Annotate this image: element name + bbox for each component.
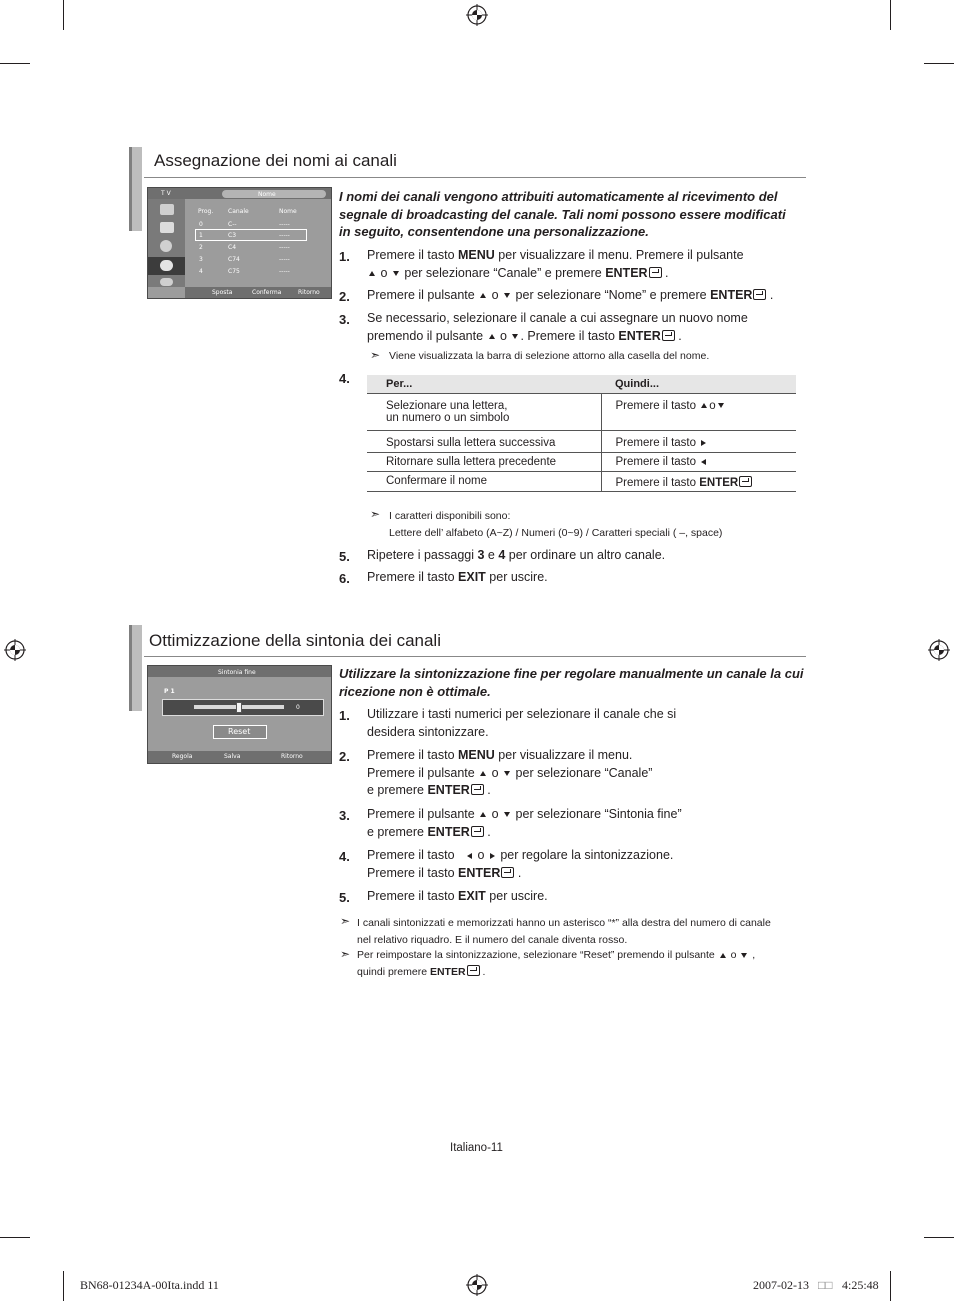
footer-date: 2007-02-13 (753, 1278, 809, 1292)
osd-tv-label: T V (161, 190, 171, 197)
osd-col-prog: Prog. (198, 208, 214, 215)
enter-icon (649, 267, 662, 278)
down-arrow-icon (393, 271, 399, 276)
table-header: Quindi... (601, 375, 796, 394)
note-arrow-icon: ➣ (370, 348, 381, 362)
step-text: Premere il tasto EXIT per uscire. (367, 889, 548, 903)
osd-row-nome: ----- (279, 256, 290, 263)
note-text: I caratteri disponibili sono: (389, 510, 511, 522)
down-arrow-icon (504, 812, 510, 817)
step-number: 4. (339, 849, 350, 864)
registration-mark-icon (928, 639, 950, 661)
up-arrow-icon (480, 812, 486, 817)
section-marker (129, 625, 142, 711)
table-row: Ritornare sulla lettera precedente Premere il tasto (367, 453, 796, 472)
registration-mark-icon (466, 4, 488, 26)
osd-fine-tune-screen (147, 665, 332, 764)
osd-header: Sintonia fine (218, 669, 256, 676)
osd-slider-thumb (236, 702, 242, 713)
osd-row-prog: 2 (199, 244, 203, 251)
crop-mark (924, 1237, 954, 1238)
step-number: 2. (339, 289, 350, 304)
left-arrow-icon (701, 459, 706, 465)
enter-icon (662, 330, 675, 341)
down-arrow-icon (741, 953, 747, 958)
step-number: 3. (339, 808, 350, 823)
note-text: Lettere dell’ alfabeto (A~Z) / Numeri (0~9) / Caratteri speciali ( –, space) (389, 527, 723, 539)
step-number: 1. (339, 249, 350, 264)
section-rule (144, 177, 806, 178)
step-number: 6. (339, 571, 350, 586)
enter-icon (471, 784, 484, 795)
osd-name-screen (147, 187, 332, 299)
up-arrow-icon (480, 293, 486, 298)
page-number: Italiano-11 (450, 1142, 503, 1154)
footer-time: 4:25:48 (842, 1278, 879, 1292)
footer-file: BN68-01234A-00Ita.indd 11 (80, 1278, 219, 1292)
osd-row-canale: C-- (228, 221, 237, 228)
enter-icon (753, 289, 766, 300)
section-marker (129, 147, 142, 231)
note-arrow-icon: ➣ (340, 914, 351, 928)
left-arrow-icon (467, 853, 472, 859)
osd-row-canale: C4 (228, 244, 237, 251)
section-title: Ottimizzazione della sintonia dei canali (149, 631, 441, 650)
table-row: Selezionare una lettera, un numero o un simbolo Premere il tasto o (367, 394, 796, 431)
up-arrow-icon (489, 334, 495, 339)
action-table (367, 375, 796, 492)
osd-footer-move: Sposta (212, 289, 233, 296)
note-text: Viene visualizzata la barra di selezione attorno alla casella del nome. (389, 350, 710, 362)
step-text: Premere il tasto EXIT per uscire. (367, 570, 548, 584)
down-arrow-icon (512, 334, 518, 339)
section-title: Assegnazione dei nomi ai canali (154, 151, 397, 170)
up-arrow-icon (701, 403, 707, 408)
osd-col-canale: Canale (228, 208, 249, 215)
osd-row-nome: ----- (279, 244, 290, 251)
table-row: Confermare il nome Premere il tasto ENTER (367, 472, 796, 492)
crop-mark (63, 0, 64, 30)
osd-reset-label: Reset (228, 727, 251, 736)
registration-mark-icon (466, 1274, 488, 1296)
section-rule (144, 656, 806, 657)
step-number: 5. (339, 549, 350, 564)
section-intro: I nomi dei canali vengono attribuiti automaticamente al ricevimento del segnale di broadcasting del canale. Tali nomi possono essere modificati in seguito, consentendone una personalizzazione. (339, 189, 786, 239)
osd-menu-icon (160, 278, 173, 286)
osd-row-prog: 0 (199, 221, 203, 228)
up-arrow-icon (720, 953, 726, 958)
osd-menu-icon (160, 204, 174, 215)
osd-footer-adjust: Regola (172, 753, 193, 760)
osd-slider-value: 0 (296, 704, 300, 711)
osd-row-canale: C75 (228, 268, 240, 275)
osd-header: Nome (258, 191, 276, 198)
osd-row-nome: ----- (279, 221, 290, 228)
osd-footer-save: Salva (224, 753, 241, 760)
osd-col-nome: Nome (279, 208, 297, 215)
step-text: Premere il tasto MENU per visualizzare il menu. Premere il pulsante o per selezionare “Canale” e premere ENTER . (367, 748, 653, 797)
step-number: 3. (339, 312, 350, 327)
osd-footer-return: Ritorno (298, 289, 320, 296)
crop-mark (924, 63, 954, 64)
step-text: Se necessario, selezionare il canale a cui assegnare un nuovo nome premendo il pulsante o . Premere il tasto ENTER . (367, 311, 748, 343)
table-row: Spostarsi sulla lettera successiva Premere il tasto (367, 431, 796, 453)
step-text: Premere il pulsante o per selezionare “Sintonia fine” e premere ENTER . (367, 807, 682, 839)
step-text: Utilizzare i tasti numerici per selezionare il canale che si desidera sintonizzare. (367, 707, 677, 739)
down-arrow-icon (718, 403, 724, 408)
right-arrow-icon (701, 440, 706, 446)
osd-row-prog: 3 (199, 256, 203, 263)
osd-menu-icon (160, 222, 174, 233)
osd-prog: P 1 (164, 688, 175, 695)
osd-footer-return: Ritorno (281, 753, 303, 760)
note-arrow-icon: ➣ (340, 947, 351, 961)
osd-row-nome: ----- (279, 268, 290, 275)
up-arrow-icon (480, 771, 486, 776)
footer-boxes: □□ (818, 1278, 833, 1292)
enter-icon (471, 826, 484, 837)
osd-row-nome: ----- (279, 232, 290, 239)
step-text: Premere il pulsante o per selezionare “Nome” e premere ENTER . (367, 288, 774, 302)
note-text: I canali sintonizzati e memorizzati hanno un asterisco “*” alla destra del numero di canale nel relativo riquadro. E il numero del canale diventa rosso. (357, 917, 771, 946)
step-text: Premere il tasto MENU per visualizzare il menu. Premere il pulsante o per selezionare “Canale” e premere ENTER . (367, 248, 744, 280)
right-arrow-icon (490, 853, 495, 859)
osd-row-canale: C3 (228, 232, 237, 239)
step-number: 1. (339, 708, 350, 723)
down-arrow-icon (504, 771, 510, 776)
osd-row-prog: 1 (199, 232, 203, 239)
note-text: Per reimpostare la sintonizzazione, selezionare “Reset” premendo il pulsante o , quindi premere ENTER . (357, 949, 756, 978)
up-arrow-icon (369, 271, 375, 276)
crop-mark (890, 0, 891, 30)
osd-menu-icon (160, 260, 173, 271)
enter-icon (501, 867, 514, 878)
step-number: 5. (339, 890, 350, 905)
crop-mark (0, 63, 30, 64)
note-arrow-icon: ➣ (370, 507, 381, 521)
osd-menu-icon (160, 240, 172, 252)
table-header: Per... (367, 375, 601, 394)
step-text: Ripetere i passaggi 3 e 4 per ordinare un altro canale. (367, 548, 666, 562)
osd-row-canale: C74 (228, 256, 240, 263)
section-intro: Utilizzare la sintonizzazione fine per regolare manualmente un canale la cui ricezione non è ottimale. (339, 666, 804, 699)
enter-icon (467, 965, 480, 976)
osd-footer-confirm: Conferma (252, 289, 282, 296)
osd-row-highlight (195, 229, 307, 241)
osd-row-prog: 4 (199, 268, 203, 275)
registration-mark-icon (4, 639, 26, 661)
step-number: 4. (339, 371, 350, 386)
down-arrow-icon (504, 293, 510, 298)
step-number: 2. (339, 749, 350, 764)
crop-mark (0, 1237, 30, 1238)
crop-mark (63, 1271, 64, 1301)
crop-mark (890, 1271, 891, 1301)
step-text: Premere il tasto o per regolare la sintonizzazione. Premere il tasto ENTER . (367, 848, 674, 880)
enter-icon (739, 476, 752, 487)
